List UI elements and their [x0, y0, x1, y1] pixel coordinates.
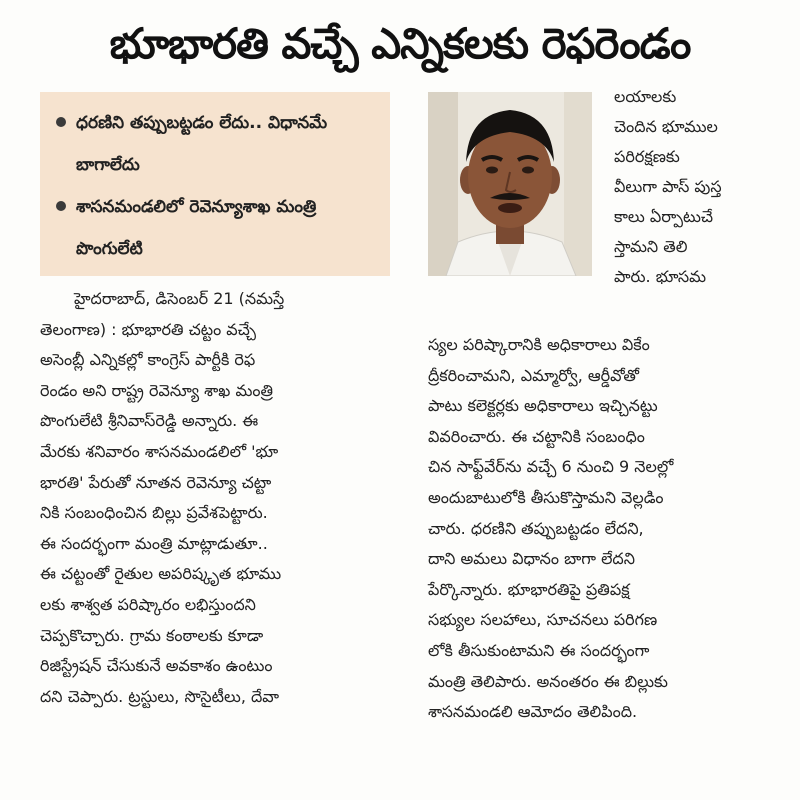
- right-column: [428, 330, 772, 728]
- text-line: లయాలకు: [614, 87, 677, 106]
- text-line: కాలు ఏర్పాటుచే: [614, 207, 714, 226]
- text-line: ఈ సందర్భంగా మంత్రి మాట్లాడుతూ..: [40, 533, 268, 553]
- text-line: అందుబాటులోకి తీసుకొస్తామని వెల్లడిం: [428, 487, 664, 507]
- text-line: స్యల పరిష్కారానికి అధికారాలు వికేం: [428, 335, 650, 354]
- text-line: వివరించారు. ఈ చట్టానికి సంబంధిం: [428, 426, 645, 446]
- side-column: [614, 82, 764, 292]
- text-line: చెప్పకొచ్చారు. గ్రామ కంఠాలకు కూడా: [40, 625, 264, 645]
- text-line: అసెంబ్లీ ఎన్నికల్లో కాంగ్రెస్ పార్టీకి రెఫ: [40, 350, 256, 370]
- text-line: భారతి' పేరుతో నూతన రెవెన్యూ చట్టా: [40, 472, 272, 492]
- text-line: మేరకు శనివారం శాసనమండలిలో 'భూ: [40, 441, 279, 461]
- minister-photo: [428, 92, 592, 276]
- text-line: ద్రీకరించామని, ఎమ్మార్వో, ఆర్డీవోతో: [428, 365, 640, 385]
- text-line: హైదరాబాద్, డిసెంబర్ 21 (నమస్తే: [74, 289, 285, 308]
- text-line: మంత్రి తెలిపారు. అనంతరం ఈ బిల్లుకు: [428, 671, 668, 691]
- text-line: రిజిస్ట్రేషన్ చేసుకునే అవకాశం ఉంటుం: [40, 656, 273, 676]
- text-line: శాసనమండలి ఆమోదం తెలిపింది.: [428, 702, 638, 722]
- text-line: వీలుగా పాస్ పుస్త: [614, 177, 722, 196]
- text-line: పొంగులేటి శ్రీనివాస్‌రెడ్డి అన్నారు. ఈ: [40, 411, 259, 431]
- text-line: చెందిన భూముల: [614, 117, 718, 136]
- bullet-icon: [56, 117, 66, 127]
- text-line: దాని అమలు విధానం బాగా లేదని: [428, 549, 635, 569]
- text-line: చిన సాఫ్ట్‌వేర్‌ను వచ్చే 6 నుంచి 9 నెలల్లో: [428, 457, 674, 477]
- text-line: లకు శాశ్వత పరిష్కారం లభిస్తుందని: [40, 594, 256, 614]
- highlight-text: శాసనమండలిలో రెవెన్యూశాఖ మంత్రి పొంగులేటి: [76, 197, 317, 259]
- highlight-item: [54, 186, 380, 270]
- bullet-icon: [56, 201, 66, 211]
- text-line: లోకి తీసుకుంటామని ఈ సందర్భంగా: [428, 640, 650, 660]
- text-line: రెండం అని రాష్ట్ర రెవెన్యూ శాఖ మంత్రి: [40, 380, 274, 400]
- text-line: తెలంగాణ) : భూభారతి చట్టం వచ్చే: [40, 319, 257, 339]
- text-line: స్తామని తెలి: [614, 237, 688, 256]
- text-line: చారు. ధరణిని తప్పుబట్టడం లేదని,: [428, 518, 644, 538]
- text-line: పాటు కలెక్టర్లకు అధికారాలు ఇచ్చినట్టు: [428, 396, 658, 416]
- text-line: ఈ చట్టంతో రైతుల అపరిష్కృత భూము: [40, 564, 282, 584]
- person-portrait-icon: [428, 92, 592, 276]
- text-line: పారు. భూసమ: [614, 267, 707, 286]
- highlights-box: [40, 92, 390, 276]
- text-line: పరిరక్షణకు: [614, 147, 680, 166]
- left-column: [40, 284, 396, 712]
- text-line: సభ్యుల సలహాలు, సూచనలు పరిగణ: [428, 610, 658, 630]
- text-line: నికి సంబంధించిన బిల్లు ప్రవేశపెట్టారు.: [40, 503, 268, 523]
- highlight-item: [54, 102, 380, 186]
- highlight-text: ధరణిని తప్పుబట్టడం లేదు.. విధానమే బాగాలేదు: [76, 113, 328, 175]
- headline: భూభారతి వచ్చే ఎన్నికలకు రెఫరెండం: [109, 19, 691, 68]
- text-line: దని చెప్పారు. ట్రస్టులు, సొసైటీలు, దేవా: [40, 686, 280, 706]
- text-line: పేర్కొన్నారు. భూభారతిపై ప్రతిపక్ష: [428, 579, 630, 599]
